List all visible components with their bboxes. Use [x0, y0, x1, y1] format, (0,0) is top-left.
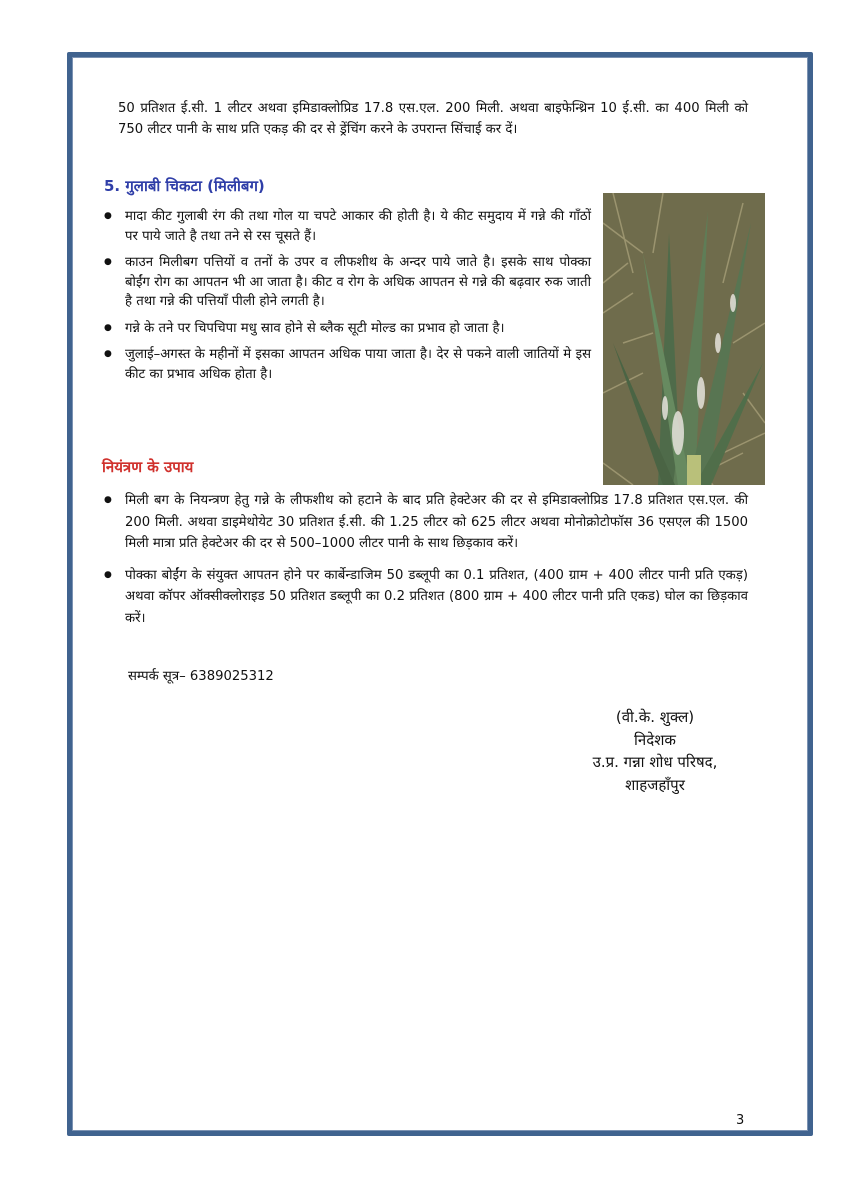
- intro-block: [118, 98, 748, 140]
- list-item: ● गन्ने के तने पर चिपचिपा मधु स्राव होने से ब्लैक सूटी मोल्ड का प्रभाव हो जाता है।: [104, 319, 591, 339]
- signatory-organization: उ.प्र. गन्ना शोध परिषद,: [592, 753, 718, 771]
- signatory-name: (वी.के. शुक्ल): [615, 708, 695, 726]
- list-item: ● जुलाई–अगस्त के महीनों में इसका आपतन अधिक पाया जाता है। देर से पकने वाली जातियों मे इस कीट का प्रभाव अधिक होता है।: [104, 345, 591, 384]
- signatory-designation: निदेशक: [634, 730, 676, 749]
- signature-block: [560, 706, 750, 796]
- sugarcane-mealybug-photo: [603, 193, 765, 485]
- control-list: [104, 490, 748, 636]
- list-item: ● मादा कीट गुलाबी रंग की तथा गोल या चपटे आकार की होती है। ये कीट समुदाय में गन्ने की गाँठों पर पाये जाते है तथा तने से रस चूसते हैं।: [104, 207, 591, 246]
- section-title-mealybug: 5. गुलाबी चिकटा (मिलीबग): [104, 177, 265, 195]
- list-item: ● मिली बग के नियन्त्रण हेतु गन्ने के लीफशीथ को हटाने के बाद प्रति हेक्टेअर की दर से इमिडाक्लोप्रिड 17.8 प्रतिशत एस.एल. की 200 मिली. अथवा डाइमेथोयेट 30 प्रतिशत ई.सी. की 1.25 लीटर को 625 लीटर अथवा मोनोक्रोटोफॉस 36 एसएल की 1500 मिली मात्रा प्रति हेक्टेअर की दर से 500–1000 लीटर पानी के साथ छिड़काव करें।: [104, 490, 748, 555]
- contact-number: सम्पर्क सूत्र– 6389025312: [128, 669, 274, 684]
- mealybug-list: [104, 207, 591, 391]
- list-item: ● काउन मिलीबग पत्तियों व तनों के उपर व लीफशीथ के अन्दर पाये जाते है। इसके साथ पोक्का बोईंग रोग का आपतन भी आ जाता है। कीट व रोग के अधिक आपतन से गन्ने की बढ़वार रुक जाती है तथा गन्ने की पत्तियाँ पीली होने लगती है।: [104, 253, 591, 312]
- list-item: ● पोक्का बोईंग के संयुक्त आपतन होने पर कार्बेन्डाजिम 50 डब्लूपी का 0.1 प्रतिशत, (400 ग्राम + 400 लीटर पानी प्रति एकड़) अथवा कॉपर ऑक्सीक्लोराइड 50 प्रतिशत डब्लूपी का 0.2 प्रतिशत (800 ग्राम + 400 लीटर पानी प्रति एकड) घोल का छिड़काव करें।: [104, 565, 748, 630]
- control-measures-title: नियंत्रण के उपाय: [102, 458, 194, 476]
- page-number: 3: [736, 1113, 745, 1128]
- signatory-place: शाहजहाँपुर: [625, 775, 685, 794]
- intro-paragraph: 50 प्रतिशत ई.सी. 1 लीटर अथवा इमिडाक्लोप्रिड 17.8 एस.एल. 200 मिली. अथवा बाइफेन्थ्रिन 10 ई.सी. का 400 मिली को 750 लीटर पानी के साथ प्रति एकड़ की दर से ड्रेंचिंग करने के उपरान्त सिंचाई कर दें।: [118, 101, 748, 137]
